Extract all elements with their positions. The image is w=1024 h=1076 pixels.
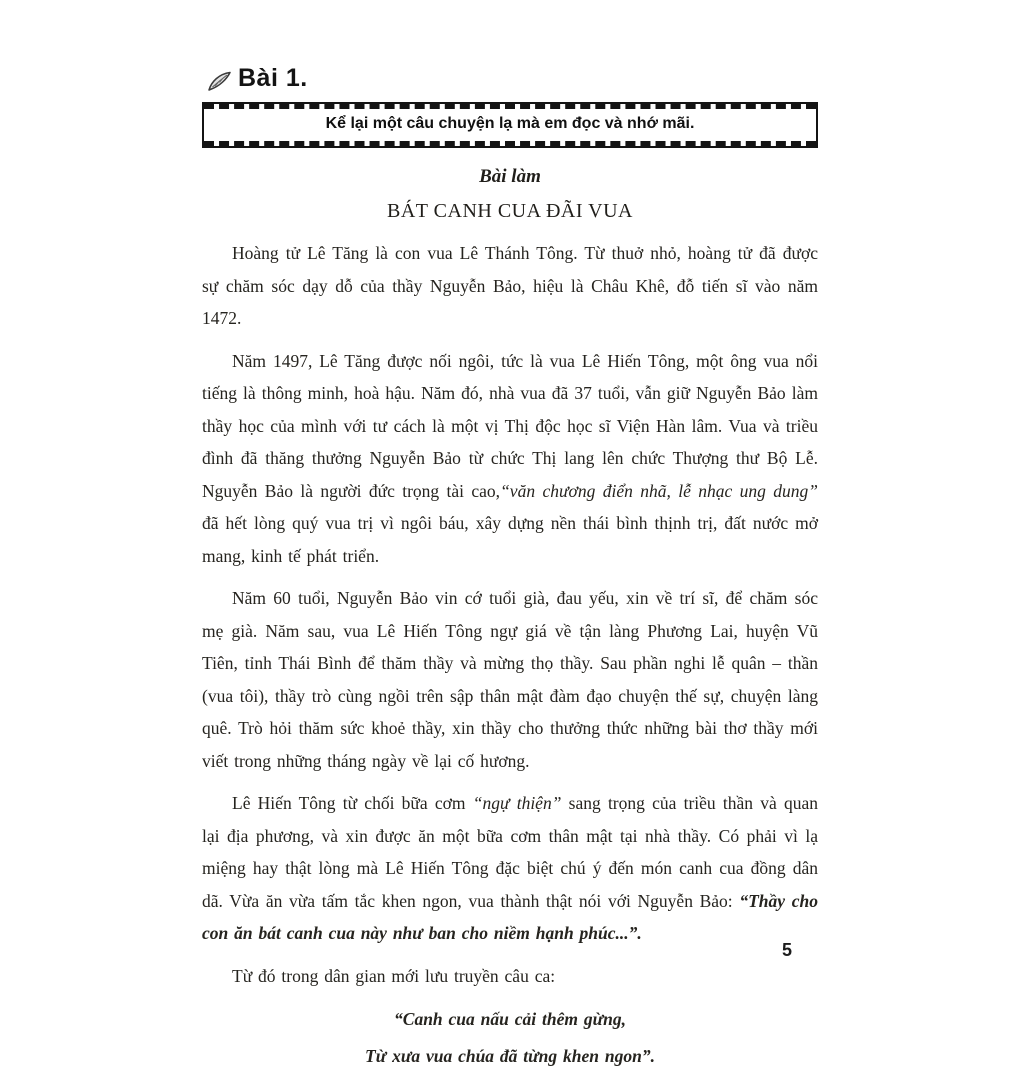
text-run: “Canh cua nấu cải thêm gừng,: [394, 1009, 626, 1029]
page-number: 5: [782, 940, 793, 960]
lesson-header: [206, 64, 818, 93]
paragraph: [202, 787, 818, 950]
verse-line: [202, 1039, 818, 1074]
essay-title: BÁT CANH CUA ĐÃI VUA: [387, 200, 633, 222]
prompt-text: Kể lại một câu chuyện lạ mà em đọc và nhớ mãi.: [204, 104, 816, 146]
feather-pen-icon: [206, 69, 233, 92]
verse-line: [202, 1002, 818, 1037]
paragraph: [202, 960, 818, 993]
section-heading: Bài làm: [479, 166, 541, 187]
text-run: Lê Hiến Tông từ chối bữa cơm: [232, 793, 473, 813]
text-run: Từ đó trong dân gian mới lưu truyền câu ca:: [232, 965, 556, 986]
paragraph: [202, 237, 818, 335]
text-run: Năm 60 tuổi, Nguyễn Bảo vin cớ tuổi già, đau yếu, xin về trí sĩ, để chăm sóc mẹ già. Năm sau, vua Lê Hiến Tông ngự giá về tận làng Phương Lai, huyện Vũ Tiên, tỉnh Thái Bình để thăm thầy và mừng thọ thầy. Sau phần nghi lễ quân – thần (vua tôi), thầy trò cùng ngồi trên sập thân mật đàm đạo chuyện thế sự, chuyện làng quê. Trò hỏi thăm sức khoẻ thầy, xin thầy cho thưởng thức những bài thơ thầy mới viết trong những tháng ngày về lại cố hương.: [202, 588, 818, 771]
prompt-box: [202, 102, 818, 148]
paragraph: [202, 345, 818, 573]
text-run: “văn chương điển nhã, lễ nhạc ung dung”: [500, 480, 818, 501]
essay-body: [202, 237, 818, 1074]
text-run: Năm 1497, Lê Tăng được nối ngôi, tức là vua Lê Hiến Tông, một ông vua nổi tiếng là thông minh, hoà hậu. Năm đó, nhà vua đã 37 tuổi, vẫn giữ Nguyễn Bảo làm thầy học của mình với tư cách là một vị Thị độc học sĩ Viện Hàn lâm. Vua và triều đình đã thăng thưởng Nguyễn Bảo từ chức Thị lang lên chức Thượng thư Bộ Lễ. Nguyễn Bảo là người đức trọng tài cao,: [202, 350, 818, 501]
paragraph: [202, 582, 818, 777]
text-run: “ngự thiện”: [472, 793, 562, 813]
lesson-label: Bài 1.: [238, 64, 308, 92]
text-run: Từ xưa vua chúa đã từng khen ngon”.: [365, 1046, 655, 1066]
text-run: “Thầy cho con ăn bát canh cua này như ban cho niềm hạnh phúc...”.: [202, 890, 818, 943]
book-page: [202, 64, 818, 1076]
text-run: đã hết lòng quý vua trị vì ngôi báu, xây dựng nền thái bình thịnh trị, đất nước mở mang, kinh tế phát triển.: [202, 513, 818, 566]
text-run: sang trọng của triều thần và quan lại địa phương, và xin được ăn một bữa cơm thân mật tại nhà thầy. Có phải vì lạ miệng hay thật lòng mà Lê Hiến Tông đặc biệt chú ý đến món canh cua đồng dân dã. Vừa ăn vừa tấm tắc khen ngon, vua thành thật nói với Nguyễn Bảo:: [202, 793, 818, 911]
text-run: Hoàng tử Lê Tăng là con vua Lê Thánh Tông. Từ thuở nhỏ, hoàng tử đã được sự chăm sóc dạy dỗ của thầy Nguyễn Bảo, hiệu là Châu Khê, đỗ tiến sĩ vào năm 1472.: [202, 243, 818, 328]
